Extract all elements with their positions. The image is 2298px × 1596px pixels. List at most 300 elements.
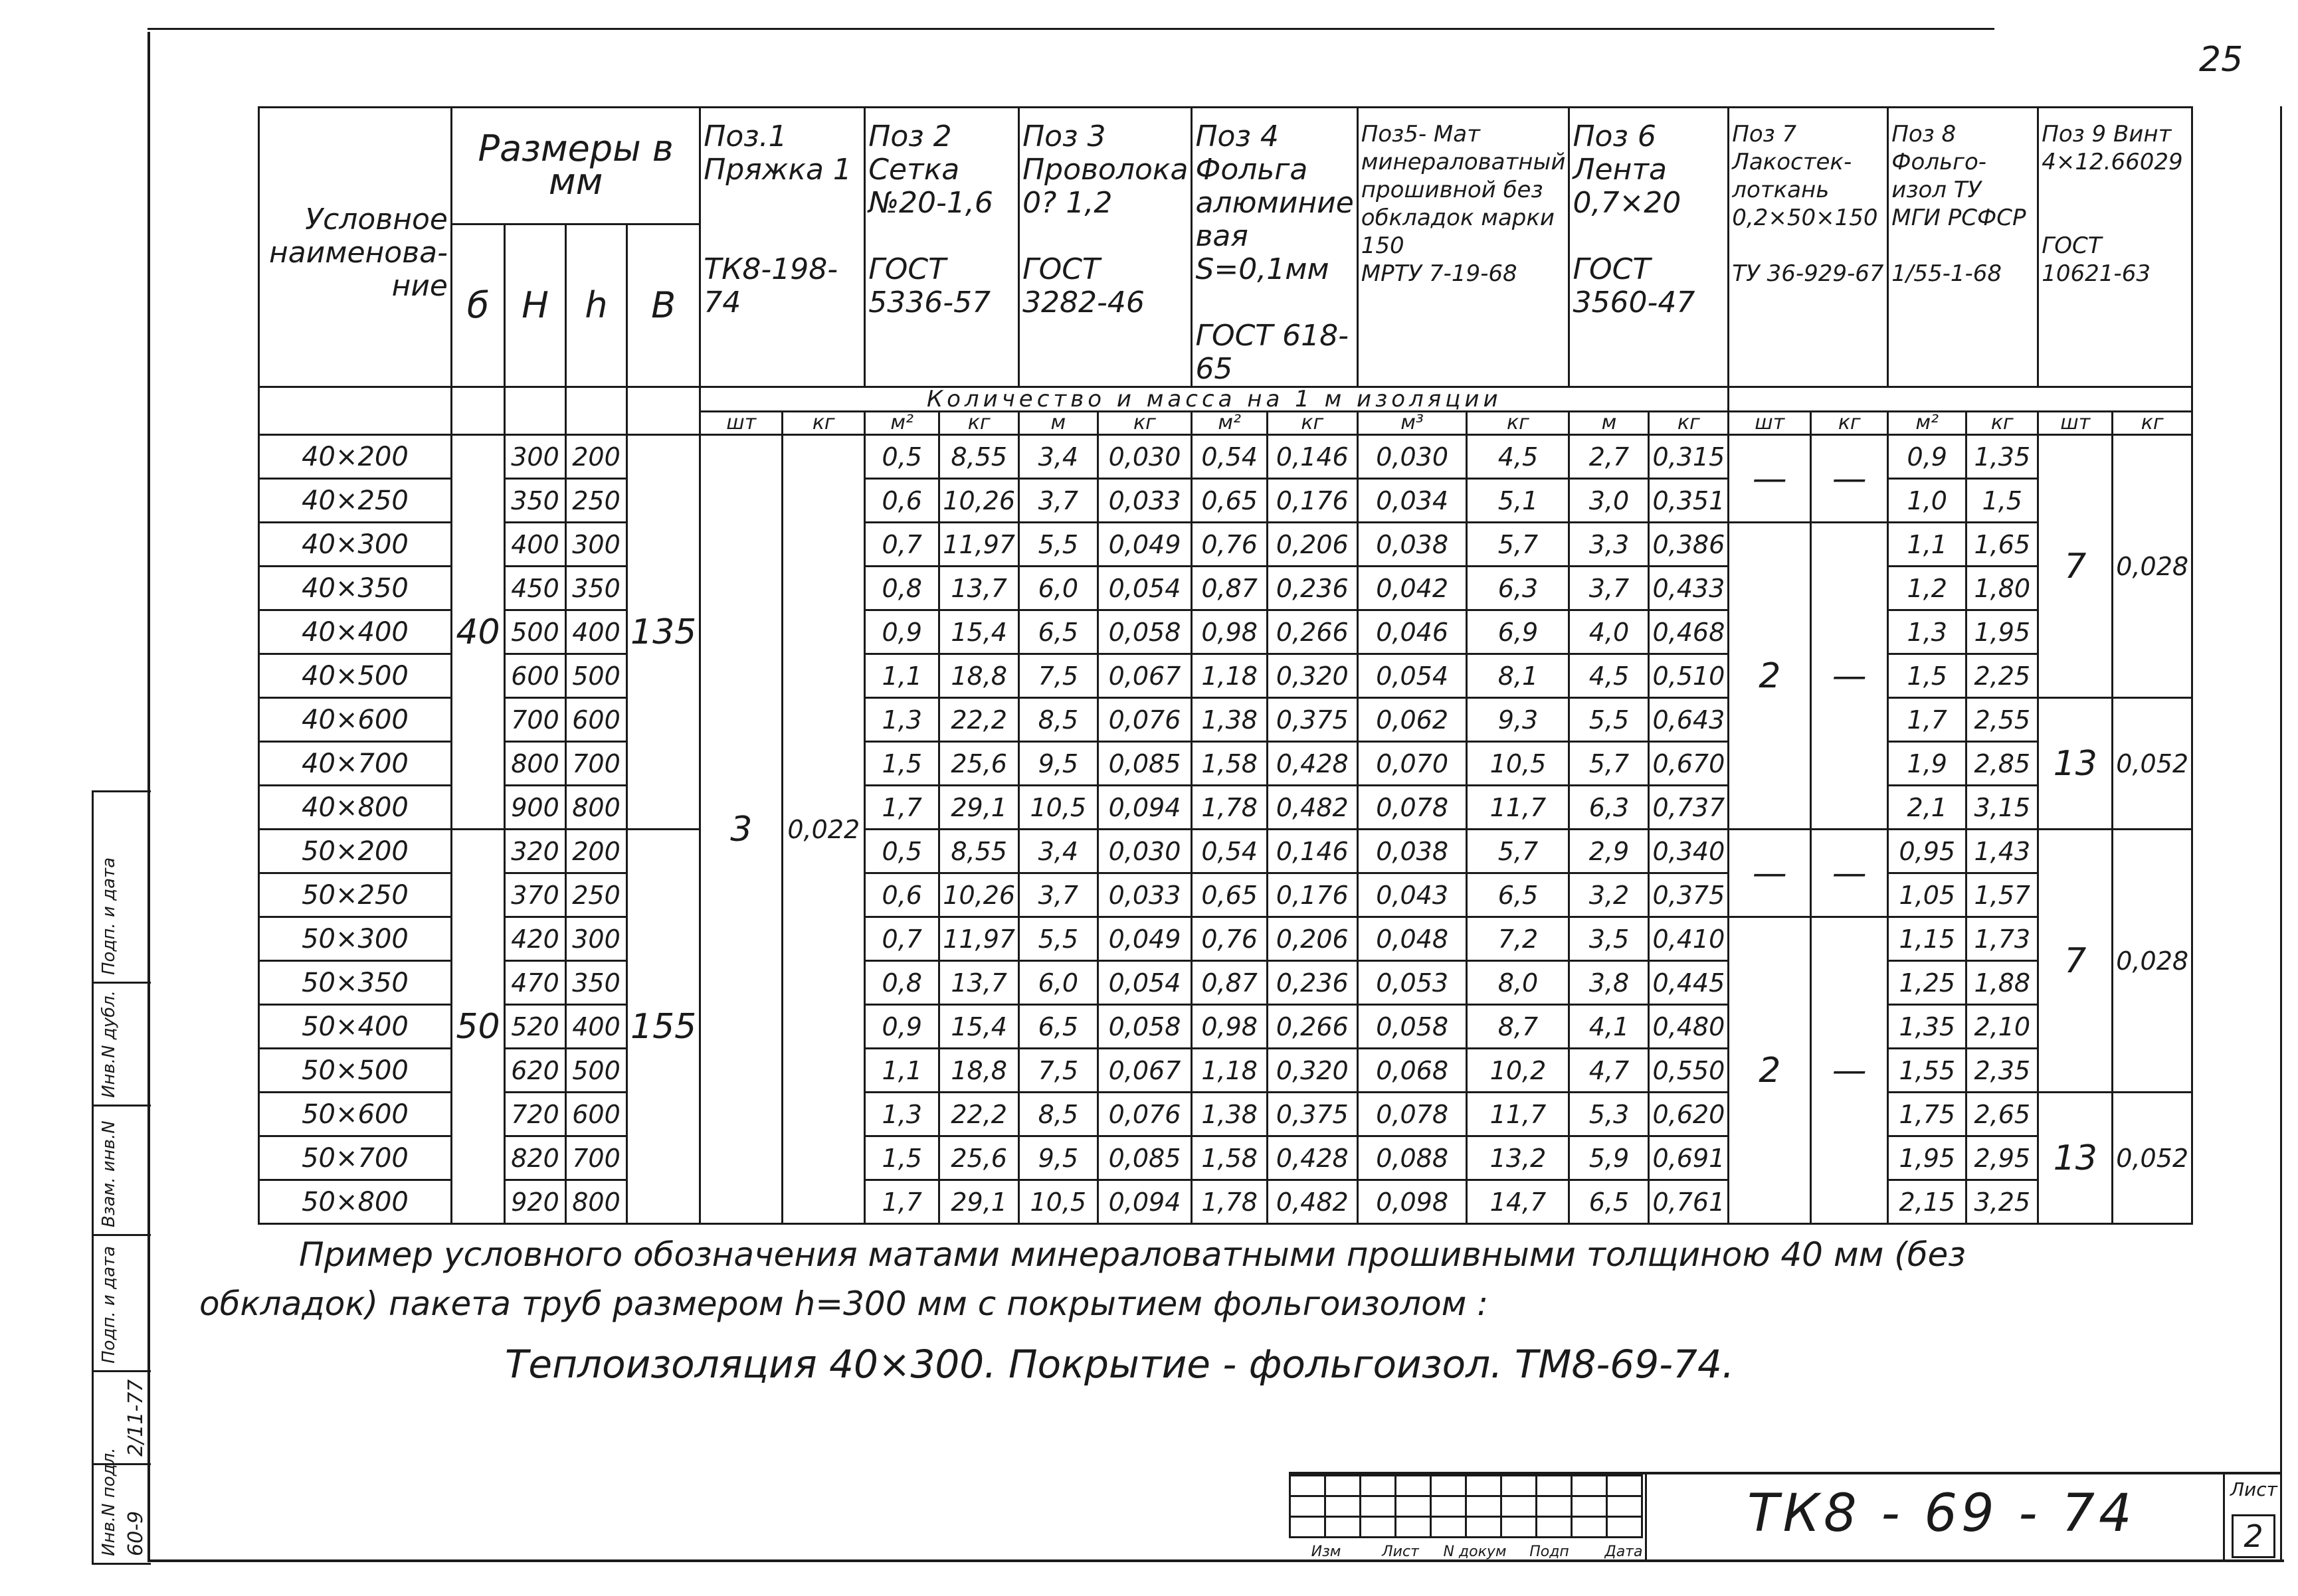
pos8-area: 1,7 <box>1888 698 1966 742</box>
value-cell: 0,058 <box>1098 610 1192 654</box>
table-row <box>259 961 2192 1005</box>
pos8-mass: 2,55 <box>1966 698 2038 742</box>
pos8-area: 1,2 <box>1888 567 1966 610</box>
table-row <box>259 1136 2192 1180</box>
value-cell: 0,146 <box>1267 830 1357 873</box>
pos8-area: 2,1 <box>1888 786 1966 830</box>
value-cell: 13,7 <box>939 567 1019 610</box>
value-cell: 0,7 <box>865 523 939 567</box>
header-pos4: Поз 4 Фольга алюминие вая S=0,1мм ГОСТ 618-65 <box>1192 108 1357 387</box>
value-cell: 0,482 <box>1267 1180 1357 1224</box>
unit-cell: кг <box>1267 412 1357 435</box>
size-H-cell: 450 <box>505 567 566 610</box>
unit-cell: м² <box>1192 412 1267 435</box>
pos1-qty: 3 <box>700 435 783 1224</box>
size-B-cell: 155 <box>627 830 700 1224</box>
value-cell: 0,078 <box>1357 786 1467 830</box>
pos8-area: 1,25 <box>1888 961 1966 1005</box>
value-cell: 0,038 <box>1357 830 1467 873</box>
row-name: 50×400 <box>259 1005 452 1049</box>
pos8-area: 2,15 <box>1888 1180 1966 1224</box>
value-cell: 0,049 <box>1098 523 1192 567</box>
size-h-cell: 200 <box>566 435 627 479</box>
size-h-cell: 400 <box>566 1005 627 1049</box>
table-row <box>259 1180 2192 1224</box>
title-block-labels <box>1289 1544 1661 1561</box>
value-cell: 1,18 <box>1192 1049 1267 1093</box>
value-cell: 15,4 <box>939 1005 1019 1049</box>
value-cell: 1,5 <box>865 742 939 786</box>
size-H-cell: 420 <box>505 917 566 961</box>
value-cell: 0,176 <box>1267 873 1357 917</box>
unit-cell: кг <box>939 412 1019 435</box>
stamp-label: Подп. и дата <box>99 857 119 975</box>
value-cell: 8,55 <box>939 435 1019 479</box>
value-cell: 1,1 <box>865 654 939 698</box>
pos1-mass: 0,022 <box>783 435 865 1224</box>
row-name: 50×800 <box>259 1180 452 1224</box>
stamp-divider <box>94 1234 151 1236</box>
value-cell: 0,054 <box>1357 654 1467 698</box>
value-cell: 5,9 <box>1569 1136 1649 1180</box>
value-cell: 0,65 <box>1192 479 1267 523</box>
value-cell: 0,433 <box>1649 567 1729 610</box>
size-h-cell: 200 <box>566 830 627 873</box>
value-cell: 0,085 <box>1098 1136 1192 1180</box>
row-name: 40×700 <box>259 742 452 786</box>
pos7-dash: — <box>1811 917 1888 1224</box>
unit-cell: м <box>1019 412 1098 435</box>
size-h-cell: 300 <box>566 917 627 961</box>
size-h-cell: 250 <box>566 873 627 917</box>
unit-cell: м³ <box>1357 412 1467 435</box>
value-cell: 29,1 <box>939 786 1019 830</box>
value-cell: 0,034 <box>1357 479 1467 523</box>
value-cell: 1,38 <box>1192 1093 1267 1136</box>
pos8-area: 1,05 <box>1888 873 1966 917</box>
value-cell: 0,761 <box>1649 1180 1729 1224</box>
pos8-mass: 1,95 <box>1966 610 2038 654</box>
value-cell: 7,2 <box>1467 917 1569 961</box>
size-h-cell: 600 <box>566 1093 627 1136</box>
value-cell: 1,58 <box>1192 742 1267 786</box>
size-H-cell: 700 <box>505 698 566 742</box>
value-cell: 1,3 <box>865 1093 939 1136</box>
header-pos1: Поз.1 Пряжка 1 ТК8-198-74 <box>700 108 865 387</box>
size-H-cell: 520 <box>505 1005 566 1049</box>
row-name: 40×500 <box>259 654 452 698</box>
value-cell: 6,5 <box>1569 1180 1649 1224</box>
value-cell: 0,5 <box>865 435 939 479</box>
value-cell: 10,2 <box>1467 1049 1569 1093</box>
value-cell: 0,042 <box>1357 567 1467 610</box>
value-cell: 0,375 <box>1649 873 1729 917</box>
size-h-cell: 700 <box>566 1136 627 1180</box>
value-cell: 6,5 <box>1019 1005 1098 1049</box>
value-cell: 1,78 <box>1192 1180 1267 1224</box>
frame-top-line <box>147 28 1994 30</box>
value-cell: 10,26 <box>939 479 1019 523</box>
size-b-cell: 50 <box>452 830 505 1224</box>
row-name: 50×500 <box>259 1049 452 1093</box>
value-cell: 11,97 <box>939 917 1019 961</box>
value-cell: 0,049 <box>1098 917 1192 961</box>
value-cell: 0,078 <box>1357 1093 1467 1136</box>
pos8-area: 1,5 <box>1888 654 1966 698</box>
stamp-label: Взам. инв.N <box>99 1120 119 1227</box>
empty-size-cell <box>627 387 700 435</box>
row-name: 40×800 <box>259 786 452 830</box>
size-col-B: B <box>627 224 700 387</box>
pos9-mass: 0,052 <box>2113 698 2192 830</box>
pos8-mass: 2,10 <box>1966 1005 2038 1049</box>
pos8-mass: 2,25 <box>1966 654 2038 698</box>
value-cell: 0,236 <box>1267 961 1357 1005</box>
value-cell: 0,146 <box>1267 435 1357 479</box>
value-cell: 0,410 <box>1649 917 1729 961</box>
value-cell: 0,6 <box>865 873 939 917</box>
value-cell: 13,2 <box>1467 1136 1569 1180</box>
value-cell: 3,3 <box>1569 523 1649 567</box>
value-cell: 0,8 <box>865 961 939 1005</box>
value-cell: 9,5 <box>1019 742 1098 786</box>
pos8-area: 1,55 <box>1888 1049 1966 1093</box>
size-h-cell: 800 <box>566 1180 627 1224</box>
stamp-divider <box>94 1370 151 1372</box>
pos8-area: 1,75 <box>1888 1093 1966 1136</box>
value-cell: 1,7 <box>865 1180 939 1224</box>
pos7-dash: — <box>1729 435 1811 523</box>
table-row <box>259 873 2192 917</box>
size-h-cell: 500 <box>566 654 627 698</box>
table-row <box>259 786 2192 830</box>
header-pos9: Поз 9 Винт 4×12.66029 ГОСТ 10621-63 <box>2038 108 2192 387</box>
value-cell: 0,058 <box>1357 1005 1467 1049</box>
value-cell: 3,4 <box>1019 435 1098 479</box>
unit-cell: кг <box>1098 412 1192 435</box>
value-cell: 10,5 <box>1019 786 1098 830</box>
unit-cell: м² <box>865 412 939 435</box>
value-cell: 0,76 <box>1192 917 1267 961</box>
value-cell: 6,3 <box>1467 567 1569 610</box>
pos7-qty: 2 <box>1729 523 1811 830</box>
pos8-mass: 3,15 <box>1966 786 2038 830</box>
value-cell: 0,428 <box>1267 1136 1357 1180</box>
value-cell: 5,7 <box>1467 830 1569 873</box>
value-cell: 5,5 <box>1569 698 1649 742</box>
value-cell: 0,048 <box>1357 917 1467 961</box>
size-h-cell: 250 <box>566 479 627 523</box>
size-H-cell: 800 <box>505 742 566 786</box>
size-h-cell: 800 <box>566 786 627 830</box>
pos8-area: 1,0 <box>1888 479 1966 523</box>
pos9-qty: 7 <box>2038 830 2113 1093</box>
pos8-mass: 1,5 <box>1966 479 2038 523</box>
value-cell: 0,98 <box>1192 610 1267 654</box>
value-cell: 1,1 <box>865 1049 939 1093</box>
value-cell: 0,038 <box>1357 523 1467 567</box>
value-cell: 25,6 <box>939 1136 1019 1180</box>
qty-mass-label: Количество и масса на 1 м изоляции <box>700 387 1729 412</box>
value-cell: 13,7 <box>939 961 1019 1005</box>
value-cell: 0,068 <box>1357 1049 1467 1093</box>
value-cell: 0,098 <box>1357 1180 1467 1224</box>
size-H-cell: 300 <box>505 435 566 479</box>
value-cell: 3,7 <box>1019 479 1098 523</box>
size-H-cell: 720 <box>505 1093 566 1136</box>
value-cell: 0,315 <box>1649 435 1729 479</box>
value-cell: 5,5 <box>1019 523 1098 567</box>
value-cell: 22,2 <box>939 1093 1019 1136</box>
header-pos2: Поз 2 Сетка №20-1,6 ГОСТ 5336-57 <box>865 108 1019 387</box>
value-cell: 2,7 <box>1569 435 1649 479</box>
size-B-cell: 135 <box>627 435 700 830</box>
empty-name-cell <box>259 387 452 435</box>
size-H-cell: 470 <box>505 961 566 1005</box>
value-cell: 0,620 <box>1649 1093 1729 1136</box>
value-cell: 0,058 <box>1098 1005 1192 1049</box>
value-cell: 0,266 <box>1267 1005 1357 1049</box>
pos8-mass: 1,35 <box>1966 435 2038 479</box>
table-row <box>259 1005 2192 1049</box>
row-name: 40×300 <box>259 523 452 567</box>
value-cell: 18,8 <box>939 654 1019 698</box>
table-row <box>259 523 2192 567</box>
value-cell: 6,5 <box>1019 610 1098 654</box>
pos8-area: 0,9 <box>1888 435 1966 479</box>
value-cell: 0,062 <box>1357 698 1467 742</box>
value-cell: 0,550 <box>1649 1049 1729 1093</box>
title-block <box>1289 1472 2281 1561</box>
header-pos6: Поз 6 Лента 0,7×20 ГОСТ 3560-47 <box>1569 108 1729 387</box>
unit-cell: шт <box>700 412 783 435</box>
stamp-divider <box>94 982 151 984</box>
empty-size-cell <box>505 387 566 435</box>
pos8-mass: 2,85 <box>1966 742 2038 786</box>
value-cell: 15,4 <box>939 610 1019 654</box>
value-cell: 0,030 <box>1357 435 1467 479</box>
unit-cell: м² <box>1888 412 1966 435</box>
size-H-cell: 350 <box>505 479 566 523</box>
value-cell: 0,5 <box>865 830 939 873</box>
value-cell: 0,65 <box>1192 873 1267 917</box>
value-cell: 0,468 <box>1649 610 1729 654</box>
value-cell: 0,094 <box>1098 786 1192 830</box>
table-row <box>259 435 2192 479</box>
value-cell: 0,033 <box>1098 873 1192 917</box>
unit-cell: кг <box>1966 412 2038 435</box>
table-row <box>259 1093 2192 1136</box>
unit-cell: кг <box>783 412 865 435</box>
value-cell: 1,38 <box>1192 698 1267 742</box>
size-b-cell: 40 <box>452 435 505 830</box>
unit-cell: кг <box>1811 412 1888 435</box>
size-h-cell: 300 <box>566 523 627 567</box>
pos8-area: 1,9 <box>1888 742 1966 786</box>
row-name: 40×350 <box>259 567 452 610</box>
value-cell: 1,78 <box>1192 786 1267 830</box>
size-h-cell: 350 <box>566 961 627 1005</box>
value-cell: 0,067 <box>1098 654 1192 698</box>
value-cell: 0,510 <box>1649 654 1729 698</box>
value-cell: 3,2 <box>1569 873 1649 917</box>
row-name: 50×250 <box>259 873 452 917</box>
value-cell: 3,8 <box>1569 961 1649 1005</box>
value-cell: 0,54 <box>1192 435 1267 479</box>
value-cell: 6,0 <box>1019 961 1098 1005</box>
value-cell: 5,7 <box>1569 742 1649 786</box>
size-h-cell: 350 <box>566 567 627 610</box>
stamp-label: Подп. и дата <box>99 1245 119 1364</box>
pos8-mass: 1,73 <box>1966 917 2038 961</box>
header-pos5: Поз5- Мат минераловатный прошивной без обкладок марки 150 МРТУ 7-19-68 <box>1357 108 1569 387</box>
value-cell: 0,054 <box>1098 961 1192 1005</box>
value-cell: 9,5 <box>1019 1136 1098 1180</box>
document-code: ТК8 - 69 - 74 <box>1747 1484 2136 1544</box>
header-sizes: Размеры в мм <box>452 108 700 224</box>
value-cell: 0,340 <box>1649 830 1729 873</box>
pos9-qty: 13 <box>2038 698 2113 830</box>
pos9-mass: 0,028 <box>2113 830 2192 1093</box>
pos9-qty: 7 <box>2038 435 2113 698</box>
value-cell: 4,0 <box>1569 610 1649 654</box>
row-name: 50×300 <box>259 917 452 961</box>
value-cell: 0,043 <box>1357 873 1467 917</box>
value-cell: 3,0 <box>1569 479 1649 523</box>
value-cell: 0,046 <box>1357 610 1467 654</box>
size-col-H: H <box>505 224 566 387</box>
header-name: Условное наименова-ние <box>259 108 452 387</box>
value-cell: 0,320 <box>1267 654 1357 698</box>
value-cell: 6,5 <box>1467 873 1569 917</box>
table-row <box>259 917 2192 961</box>
note-line-2: обкладок) пакета труб размером h=300 мм с покрытием фольгоизолом : <box>199 1285 1489 1323</box>
page-number: 25 <box>2199 40 2244 80</box>
value-cell: 0,643 <box>1649 698 1729 742</box>
value-cell: 29,1 <box>939 1180 1019 1224</box>
value-cell: 0,033 <box>1098 479 1192 523</box>
pos8-area: 1,15 <box>1888 917 1966 961</box>
value-cell: 0,088 <box>1357 1136 1467 1180</box>
value-cell: 0,176 <box>1267 479 1357 523</box>
tb-label-date: Дата <box>1604 1544 1643 1560</box>
value-cell: 0,085 <box>1098 742 1192 786</box>
value-cell: 0,386 <box>1649 523 1729 567</box>
value-cell: 0,375 <box>1267 698 1357 742</box>
pos7-qty: 2 <box>1729 917 1811 1224</box>
value-cell: 11,7 <box>1467 786 1569 830</box>
note-line-1: Пример условного обозначения матами минераловатными прошивными толщиною 40 мм (без <box>299 1235 1966 1274</box>
value-cell: 4,1 <box>1569 1005 1649 1049</box>
pos8-mass: 2,95 <box>1966 1136 2038 1180</box>
size-H-cell: 370 <box>505 873 566 917</box>
value-cell: 8,55 <box>939 830 1019 873</box>
value-cell: 7,5 <box>1019 1049 1098 1093</box>
value-cell: 3,7 <box>1569 567 1649 610</box>
value-cell: 0,236 <box>1267 567 1357 610</box>
pos8-area: 1,95 <box>1888 1136 1966 1180</box>
value-cell: 0,053 <box>1357 961 1467 1005</box>
qty-mass-blank <box>1729 387 2192 412</box>
header-pos7: Поз 7 Лакостек-лоткань 0,2×50×150 ТУ 36-929-67 <box>1729 108 1888 387</box>
row-name: 40×600 <box>259 698 452 742</box>
value-cell: 8,7 <box>1467 1005 1569 1049</box>
size-h-cell: 600 <box>566 698 627 742</box>
value-cell: 0,691 <box>1649 1136 1729 1180</box>
title-block-separator <box>1645 1474 1647 1561</box>
unit-cell: кг <box>1467 412 1569 435</box>
pos9-qty: 13 <box>2038 1093 2113 1224</box>
value-cell: 1,3 <box>865 698 939 742</box>
size-h-cell: 700 <box>566 742 627 786</box>
value-cell: 0,9 <box>865 610 939 654</box>
size-col-h: h <box>566 224 627 387</box>
size-H-cell: 900 <box>505 786 566 830</box>
stamp-value: 60-9 <box>124 1510 147 1556</box>
stamp-divider <box>94 1105 151 1107</box>
table-row <box>259 654 2192 698</box>
size-H-cell: 400 <box>505 523 566 567</box>
value-cell: 0,445 <box>1649 961 1729 1005</box>
value-cell: 5,3 <box>1569 1093 1649 1136</box>
value-cell: 5,7 <box>1467 523 1569 567</box>
value-cell: 11,97 <box>939 523 1019 567</box>
pos8-mass: 1,57 <box>1966 873 2038 917</box>
pos8-mass: 1,43 <box>1966 830 2038 873</box>
value-cell: 10,26 <box>939 873 1019 917</box>
row-name: 40×250 <box>259 479 452 523</box>
pos8-mass: 1,88 <box>1966 961 2038 1005</box>
table-row <box>259 567 2192 610</box>
value-cell: 25,6 <box>939 742 1019 786</box>
title-block-grid <box>1289 1474 1643 1538</box>
size-H-cell: 920 <box>505 1180 566 1224</box>
row-name: 50×600 <box>259 1093 452 1136</box>
size-H-cell: 600 <box>505 654 566 698</box>
pos8-mass: 2,65 <box>1966 1093 2038 1136</box>
frame-right-line <box>2280 106 2282 1561</box>
note-line-3: Теплоизоляция 40×300. Покрытие - фольгоизол. ТМ8-69-74. <box>505 1342 1735 1387</box>
pos7-dash: — <box>1811 830 1888 917</box>
value-cell: 0,87 <box>1192 961 1267 1005</box>
pos9-mass: 0,052 <box>2113 1093 2192 1224</box>
value-cell: 0,670 <box>1649 742 1729 786</box>
value-cell: 0,482 <box>1267 786 1357 830</box>
value-cell: 10,5 <box>1467 742 1569 786</box>
size-h-cell: 400 <box>566 610 627 654</box>
value-cell: 8,5 <box>1019 1093 1098 1136</box>
size-h-cell: 500 <box>566 1049 627 1093</box>
stamp-label: Инв.N подл. <box>99 1447 119 1556</box>
table-row <box>259 610 2192 654</box>
value-cell: 0,206 <box>1267 523 1357 567</box>
value-cell: 0,375 <box>1267 1093 1357 1136</box>
value-cell: 6,0 <box>1019 567 1098 610</box>
pos7-dash: — <box>1811 435 1888 523</box>
pos7-dash: — <box>1729 830 1811 917</box>
value-cell: 0,76 <box>1192 523 1267 567</box>
value-cell: 0,030 <box>1098 435 1192 479</box>
stamp-value: 2/11-77 <box>124 1379 147 1457</box>
value-cell: 7,5 <box>1019 654 1098 698</box>
pos8-area: 1,1 <box>1888 523 1966 567</box>
value-cell: 4,5 <box>1569 654 1649 698</box>
header-pos8: Поз 8 Фольго-изол ТУ МГИ РСФСР 1/55-1-68 <box>1888 108 2038 387</box>
pos7-dash: — <box>1811 523 1888 830</box>
value-cell: 0,070 <box>1357 742 1467 786</box>
empty-size-cell <box>452 387 505 435</box>
value-cell: 10,5 <box>1019 1180 1098 1224</box>
